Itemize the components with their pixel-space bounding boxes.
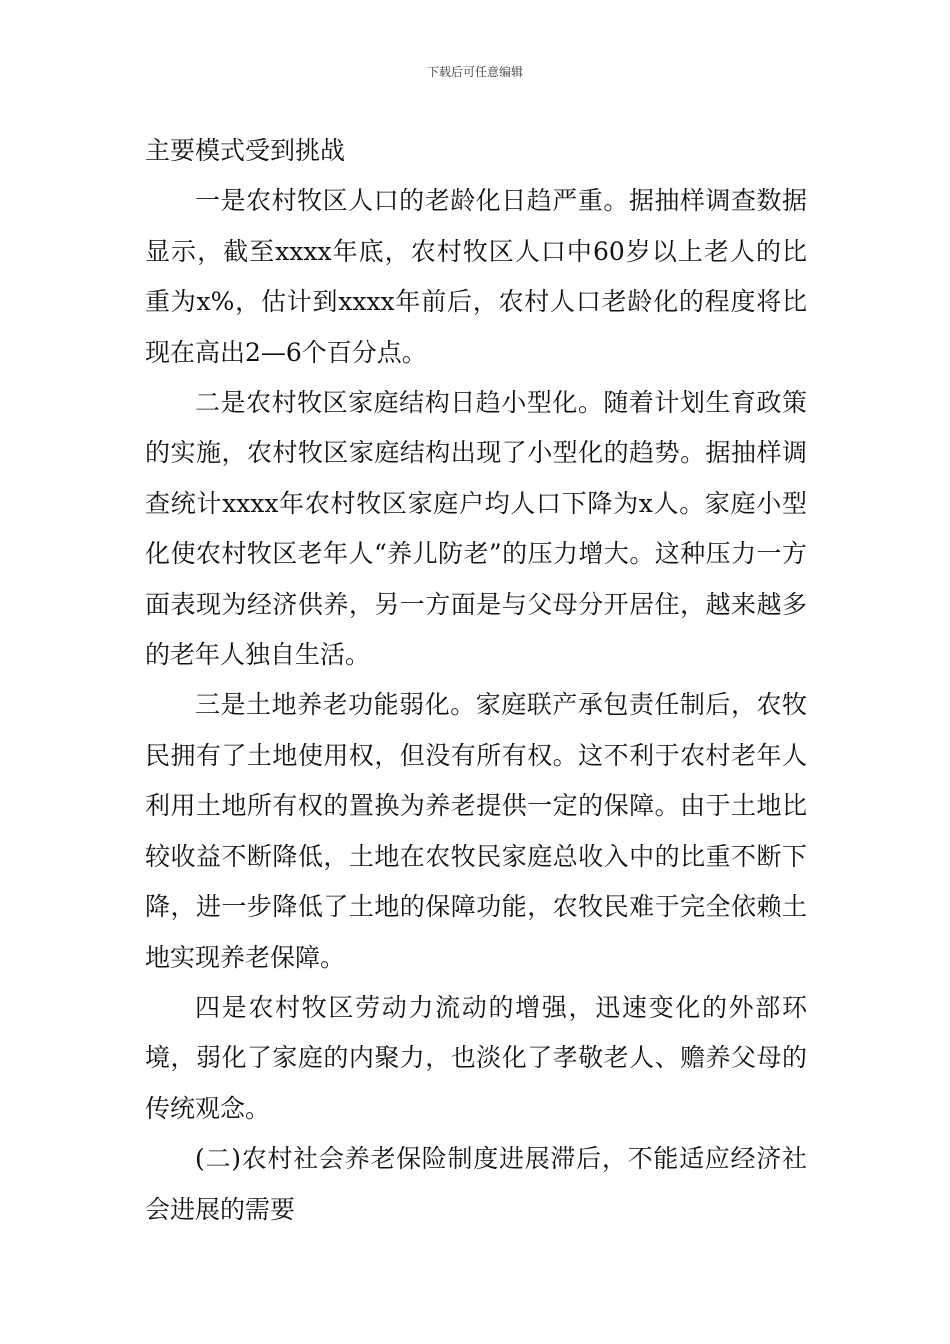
section-heading-pension-system: (二)农村社会养老保险制度进展滞后，不能适应经济社会进展的需要 [145, 1144, 807, 1224]
paragraph-continuation: 主要模式受到挑战 [145, 136, 346, 165]
paragraph-land-function: 三是土地养老功能弱化。家庭联产承包责任制后，农牧民拥有了土地使用权，但没有所有权。这不利于农村老年人利用土地所有权的置换为养老提供一定的保障。由于土地比较收益不断降低，土地在农牧民家庭总收入中的比重不断下降，进一步降低了土地的保障功能，农牧民难于完全依赖土地实现养老保障。 [145, 690, 807, 972]
page-header-note: 下载后可任意编辑 [426, 65, 523, 79]
paragraph-labor-mobility: 四是农村牧区劳动力流动的增强，迅速变化的外部环境，弱化了家庭的内聚力，也淡化了孝敬老人、赡养父母的传统观念。 [145, 992, 807, 1123]
paragraph-aging: 一是农村牧区人口的老龄化日趋严重。据抽样调查数据显示，截至xxxx年底，农村牧区人口中60岁以上老人的比重为x%，估计到xxxx年前后，农村人口老龄化的程度将比现在高出2—6个百分点。 [145, 186, 807, 367]
paragraph-family-structure: 二是农村牧区家庭结构日趋小型化。随着计划生育政策的实施，农村牧区家庭结构出现了小型化的趋势。据抽样调查统计xxxx年农村牧区家庭户均人口下降为x人。家庭小型化使农村牧区老年人“养儿防老”的压力增大。这种压力一方面表现为经济供养，另一方面是与父母分开居住，越来越多的老年人独自生活。 [145, 388, 807, 670]
document-body [145, 126, 807, 1235]
